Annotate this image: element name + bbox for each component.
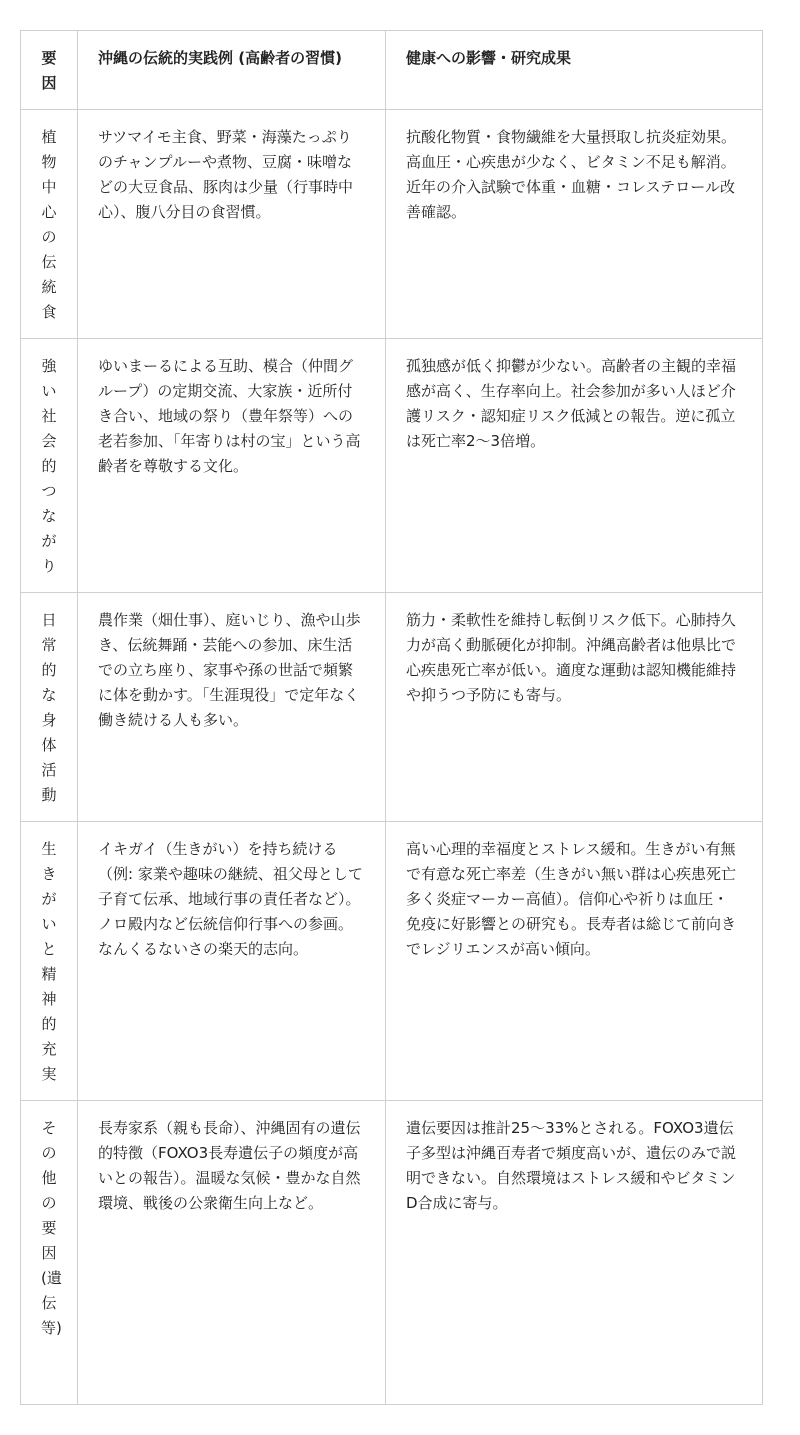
- header-practice: 沖縄の伝統的実践例 (高齢者の習慣): [78, 31, 386, 110]
- factor-cell: 植物中心の伝統食: [21, 110, 78, 339]
- practice-cell: サツマイモ主食、野菜・海藻たっぷりのチャンプルーや煮物、豆腐・味噌などの大豆食品、豚肉は少量（行事時中心）、腹八分目の食習慣。: [78, 110, 386, 339]
- practice-cell: ゆいまーるによる互助、模合（仲間グループ）の定期交流、大家族・近所付き合い、地域の祭り（豊年祭等）への老若参加、「年寄りは村の宝」という高齢者を尊敬する文化。: [78, 339, 386, 593]
- table-row: [21, 110, 763, 339]
- practice-cell: イキガイ（生きがい）を持ち続ける（例: 家業や趣味の継続、祖父母として子育て伝承、地域行事の責任者など）。ノロ殿内など伝統信仰行事への参画。なんくるないさの楽天的志向。: [78, 822, 386, 1101]
- okinawa-longevity-table: [20, 30, 763, 1405]
- header-row: [21, 31, 763, 110]
- table-row: [21, 822, 763, 1101]
- table-row: [21, 339, 763, 593]
- factor-cell: 日常的な身体活動: [21, 593, 78, 822]
- practice-cell: 長寿家系（親も長命）、沖縄固有の遺伝的特徴（FOXO3長寿遺伝子の頻度が高いとの報告）。温暖な気候・豊かな自然環境、戦後の公衆衛生向上など。: [78, 1101, 386, 1405]
- factor-cell: 強い社会的つながり: [21, 339, 78, 593]
- effect-cell: 遺伝要因は推計25〜33%とされる。FOXO3遺伝子多型は沖縄百寿者で頻度高いが、遺伝のみで説明できない。自然環境はストレス緩和やビタミンD合成に寄与。: [386, 1101, 763, 1405]
- factor-cell: その他の要因(遺伝等): [21, 1101, 78, 1405]
- effect-cell: 抗酸化物質・食物繊維を大量摂取し抗炎症効果。高血圧・心疾患が少なく、ビタミン不足も解消。近年の介入試験で体重・血糖・コレステロール改善確認。: [386, 110, 763, 339]
- table-row: [21, 1101, 763, 1405]
- factor-cell: 生きがいと精神的充実: [21, 822, 78, 1101]
- table-row: [21, 593, 763, 822]
- practice-cell: 農作業（畑仕事）、庭いじり、漁や山歩き、伝統舞踊・芸能への参加、床生活での立ち座り、家事や孫の世話で頻繁に体を動かす。「生涯現役」で定年なく働き続ける人も多い。: [78, 593, 386, 822]
- effect-cell: 孤独感が低く抑鬱が少ない。高齢者の主観的幸福感が高く、生存率向上。社会参加が多い人ほど介護リスク・認知症リスク低減との報告。逆に孤立は死亡率2〜3倍増。: [386, 339, 763, 593]
- effect-cell: 高い心理的幸福度とストレス緩和。生きがい有無で有意な死亡率差（生きがい無い群は心疾患死亡多く炎症マーカー高値）。信仰心や祈りは血圧・免疫に好影響との研究も。長寿者は総じて前向きでレジリエンスが高い傾向。: [386, 822, 763, 1101]
- header-effect: 健康への影響・研究成果: [386, 31, 763, 110]
- effect-cell: 筋力・柔軟性を維持し転倒リスク低下。心肺持久力が高く動脈硬化が抑制。沖縄高齢者は他県比で心疾患死亡率が低い。適度な運動は認知機能維持や抑うつ予防にも寄与。: [386, 593, 763, 822]
- header-factor: 要因: [21, 31, 78, 110]
